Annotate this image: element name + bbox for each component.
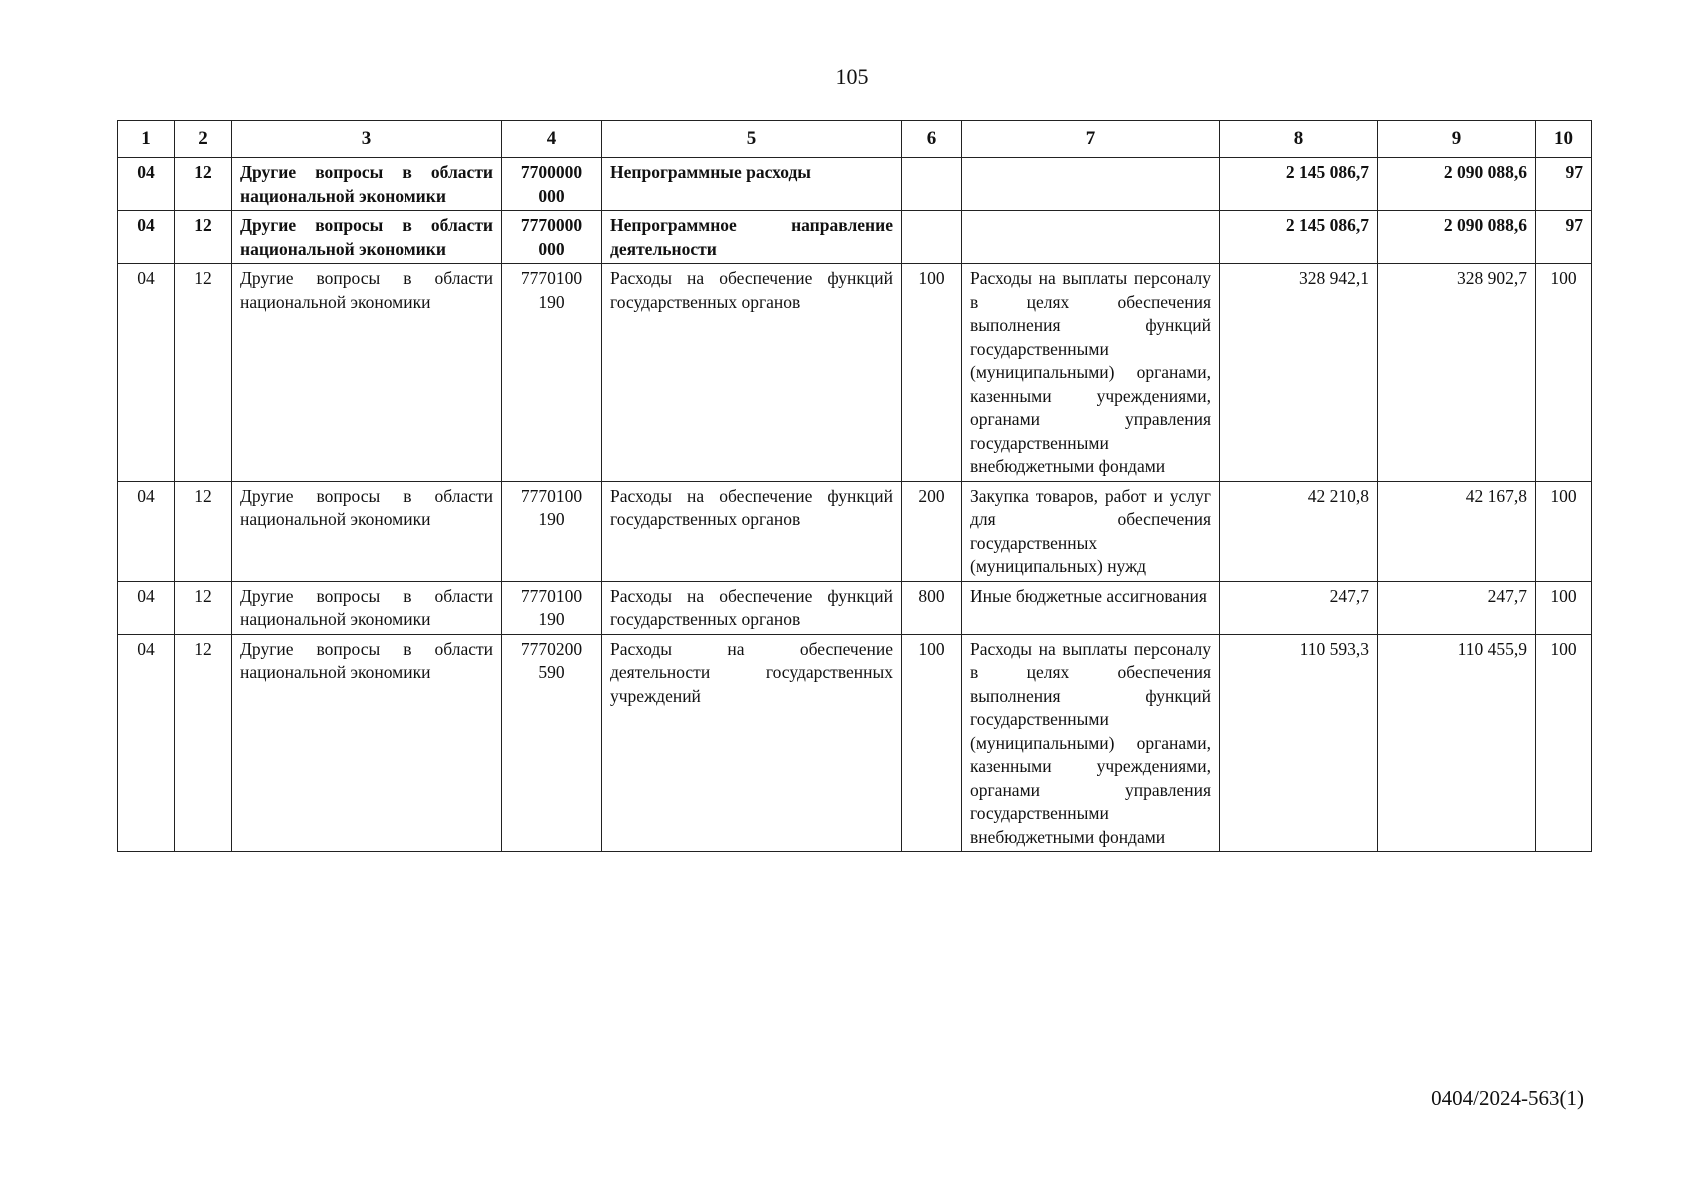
planned-amount: 2 145 086,7 xyxy=(1220,158,1378,211)
column-header: 1 xyxy=(118,121,175,158)
expense-type-name: Расходы на выплаты персоналу в целях обеспечения выполнения функций государственными (муниципальными) органами, казенными учреждениями, органами управления государственными внебюджетными фондами xyxy=(962,264,1220,482)
planned-amount: 247,7 xyxy=(1220,581,1378,634)
table-row xyxy=(118,634,1592,852)
section-code: 04 xyxy=(118,211,175,264)
expense-type-code xyxy=(902,158,962,211)
section-name: Другие вопросы в области национальной экономики xyxy=(232,211,502,264)
column-header: 4 xyxy=(502,121,602,158)
column-header: 2 xyxy=(175,121,232,158)
section-code: 04 xyxy=(118,581,175,634)
executed-amount: 2 090 088,6 xyxy=(1378,158,1536,211)
expense-type-name: Иные бюджетные ассигнования xyxy=(962,581,1220,634)
column-header: 6 xyxy=(902,121,962,158)
document-code: 0404/2024-563(1) xyxy=(1431,1086,1584,1110)
section-name: Другие вопросы в области национальной экономики xyxy=(232,481,502,581)
expense-type-name xyxy=(962,211,1220,264)
expense-type-code: 800 xyxy=(902,581,962,634)
section-name: Другие вопросы в области национальной экономики xyxy=(232,634,502,852)
execution-percent: 100 xyxy=(1536,264,1592,482)
page-number: 105 xyxy=(835,64,869,89)
subsection-code: 12 xyxy=(175,264,232,482)
target-article-code: 7770200 590 xyxy=(502,634,602,852)
subsection-code: 12 xyxy=(175,581,232,634)
section-code: 04 xyxy=(118,481,175,581)
table-row xyxy=(118,211,1592,264)
executed-amount: 42 167,8 xyxy=(1378,481,1536,581)
column-header: 5 xyxy=(602,121,902,158)
section-code: 04 xyxy=(118,264,175,482)
subsection-code: 12 xyxy=(175,211,232,264)
executed-amount: 247,7 xyxy=(1378,581,1536,634)
execution-percent: 100 xyxy=(1536,481,1592,581)
target-article-name: Непрограммное направление деятельности xyxy=(602,211,902,264)
executed-amount: 110 455,9 xyxy=(1378,634,1536,852)
expense-type-name: Расходы на выплаты персоналу в целях обеспечения выполнения функций государственными (муниципальными) органами, казенными учреждениями, органами управления государственными внебюджетными фондами xyxy=(962,634,1220,852)
table-row xyxy=(118,264,1592,482)
planned-amount: 110 593,3 xyxy=(1220,634,1378,852)
table-row xyxy=(118,481,1592,581)
target-article-code: 7700000 000 xyxy=(502,158,602,211)
subsection-code: 12 xyxy=(175,481,232,581)
target-article-code: 7770100 190 xyxy=(502,481,602,581)
expense-type-code xyxy=(902,211,962,264)
table-row xyxy=(118,581,1592,634)
section-code: 04 xyxy=(118,158,175,211)
table-row xyxy=(118,158,1592,211)
execution-percent: 97 xyxy=(1536,211,1592,264)
executed-amount: 2 090 088,6 xyxy=(1378,211,1536,264)
target-article-code: 7770000 000 xyxy=(502,211,602,264)
target-article-code: 7770100 190 xyxy=(502,264,602,482)
section-name: Другие вопросы в области национальной экономики xyxy=(232,158,502,211)
planned-amount: 2 145 086,7 xyxy=(1220,211,1378,264)
target-article-name: Непрограммные расходы xyxy=(602,158,902,211)
execution-percent: 97 xyxy=(1536,158,1592,211)
target-article-code: 7770100 190 xyxy=(502,581,602,634)
target-article-name: Расходы на обеспечение функций государственных органов xyxy=(602,581,902,634)
column-header: 10 xyxy=(1536,121,1592,158)
section-name: Другие вопросы в области национальной экономики xyxy=(232,581,502,634)
column-header: 3 xyxy=(232,121,502,158)
subsection-code: 12 xyxy=(175,634,232,852)
expense-type-code: 100 xyxy=(902,264,962,482)
target-article-name: Расходы на обеспечение деятельности государственных учреждений xyxy=(602,634,902,852)
target-article-name: Расходы на обеспечение функций государственных органов xyxy=(602,481,902,581)
planned-amount: 42 210,8 xyxy=(1220,481,1378,581)
column-header: 8 xyxy=(1220,121,1378,158)
subsection-code: 12 xyxy=(175,158,232,211)
section-name: Другие вопросы в области национальной экономики xyxy=(232,264,502,482)
budget-table xyxy=(117,120,1592,852)
column-header: 9 xyxy=(1378,121,1536,158)
expense-type-code: 200 xyxy=(902,481,962,581)
expense-type-name: Закупка товаров, работ и услуг для обеспечения государственных (муниципальных) нужд xyxy=(962,481,1220,581)
column-header: 7 xyxy=(962,121,1220,158)
execution-percent: 100 xyxy=(1536,634,1592,852)
section-code: 04 xyxy=(118,634,175,852)
header-row xyxy=(118,121,1592,158)
execution-percent: 100 xyxy=(1536,581,1592,634)
expense-type-name xyxy=(962,158,1220,211)
expense-type-code: 100 xyxy=(902,634,962,852)
planned-amount: 328 942,1 xyxy=(1220,264,1378,482)
executed-amount: 328 902,7 xyxy=(1378,264,1536,482)
target-article-name: Расходы на обеспечение функций государственных органов xyxy=(602,264,902,482)
